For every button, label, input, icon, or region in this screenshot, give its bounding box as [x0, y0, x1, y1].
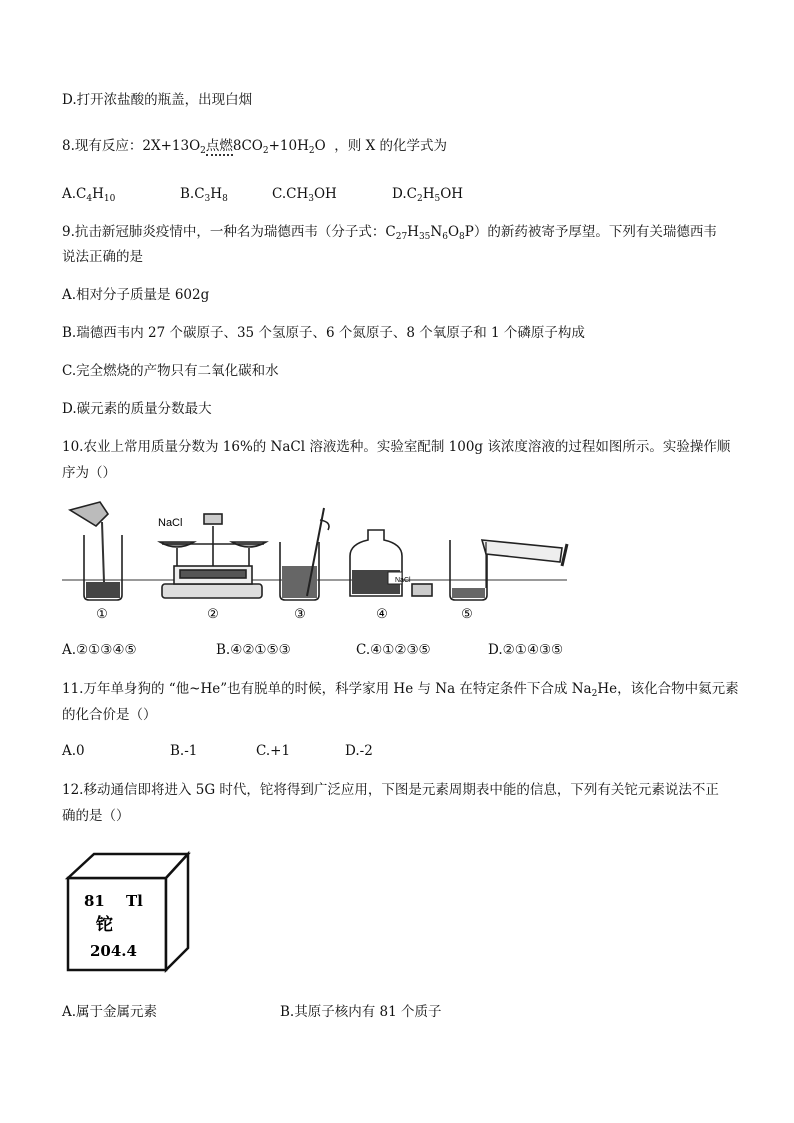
q8-stem	[62, 137, 447, 155]
step5-label: ⑤	[461, 607, 473, 622]
q8-prefix: 8.现有反应：	[62, 138, 143, 154]
element-atomic-number: 81	[84, 892, 105, 910]
q11-option-a: A.0	[62, 743, 85, 759]
step2-label: ②	[207, 607, 219, 622]
solution-preparation-figure	[62, 500, 572, 625]
q12-option-b: B.其原子核内有 81 个质子	[280, 1004, 442, 1020]
bottle-label: NaCl	[395, 577, 411, 584]
eq-lhs: 2X+13O	[142, 138, 201, 154]
q8-option-d: $D.C_2H_5OH$	[392, 186, 464, 204]
nacl-label: NaCl	[158, 517, 183, 529]
q10-stem-line1: 10.农业上常用质量分数为 16%的 NaCl 溶液选种。实验室配制 100g 该浓度溶液的过程如图所示。实验操作顺	[62, 439, 731, 455]
q9-stem-line1: 9.抗击新冠肺炎疫情中，一种名为瑞德西韦（分子式：$C_{27}H_{35}N_6O_8P$）的新药被寄予厚望。下列有关瑞德西韦	[62, 224, 717, 242]
q11-option-c: C.+1	[256, 743, 291, 759]
q10-option-c: C.④①②③⑤	[356, 642, 431, 658]
q9-option-c: C.完全燃烧的产物只有二氧化碳和水	[62, 363, 279, 379]
q11-option-d: D.-2	[345, 743, 373, 759]
q10-stem-line2: 序为（）	[62, 465, 116, 481]
eq-sub-o2: 2	[200, 146, 206, 156]
eq-rhs2: +10H	[268, 138, 309, 154]
q9-option-a: A.相对分子质量是 602g	[62, 287, 210, 303]
step1-beaker-icon	[70, 502, 122, 600]
q10-option-b: B.④②①⑤③	[216, 642, 291, 658]
step4-label: ④	[376, 607, 388, 622]
eq-rhs1: 8CO	[232, 138, 263, 154]
eq-rhs3: O	[314, 138, 326, 154]
q11-stem-line2: 的化合价是（）	[62, 707, 157, 723]
q8-option-c: $C.CH_3OH$	[272, 186, 337, 204]
element-symbol: Tl	[126, 892, 143, 910]
q10-option-a: A.②①③④⑤	[62, 642, 137, 658]
q10-option-d: D.②①④③⑤	[488, 642, 564, 658]
q8-equation	[142, 138, 325, 154]
thallium-element-cube	[62, 850, 192, 975]
q9-option-b: B.瑞德西韦内 27 个碳原子、35 个氢原子、6 个氮原子、8 个氧原子和 1 个磷原子构成	[62, 325, 585, 341]
q12-stem-line1: 12.移动通信即将进入 5G 时代，铊将得到广泛应用，下图是元素周期表中能的信息，下列有关铊元素说法不正	[62, 782, 719, 798]
q9-option-d: D.碳元素的质量分数最大	[62, 401, 212, 417]
step1-label: ①	[96, 607, 108, 622]
q12-stem-line2: 确的是（）	[62, 808, 130, 824]
q9-stem-line2: 说法正确的是	[62, 249, 143, 265]
step3-stirring-icon	[280, 508, 329, 600]
eq-sub-h2: 2	[308, 146, 315, 156]
q8-option-a: $A.C_4H_{10}$	[62, 186, 116, 204]
step5-measuring-cylinder-icon	[450, 540, 567, 600]
q11-stem-line1: 11.万年单身狗的 “他~He”也有脱单的时候，科学家用 He 与 Na 在特定条件下合成 $Na_2He$，该化合物中氦元素	[62, 681, 739, 699]
q11-option-b: B.-1	[170, 743, 198, 759]
element-atomic-mass: 204.4	[90, 942, 137, 960]
eq-condition: 点燃	[205, 138, 233, 154]
eq-sub-co2: 2	[262, 146, 269, 156]
step3-label: ③	[294, 607, 306, 622]
element-name: 铊	[96, 915, 113, 935]
q8-suffix: ，则 X 的化学式为	[334, 138, 447, 154]
q8-option-b: $B.C_3H_8$	[180, 186, 228, 204]
q7-option-d: D.打开浓盐酸的瓶盖，出现白烟	[62, 92, 253, 108]
q12-option-a: A.属于金属元素	[62, 1004, 158, 1020]
step4-reagent-bottle-icon	[350, 530, 432, 596]
